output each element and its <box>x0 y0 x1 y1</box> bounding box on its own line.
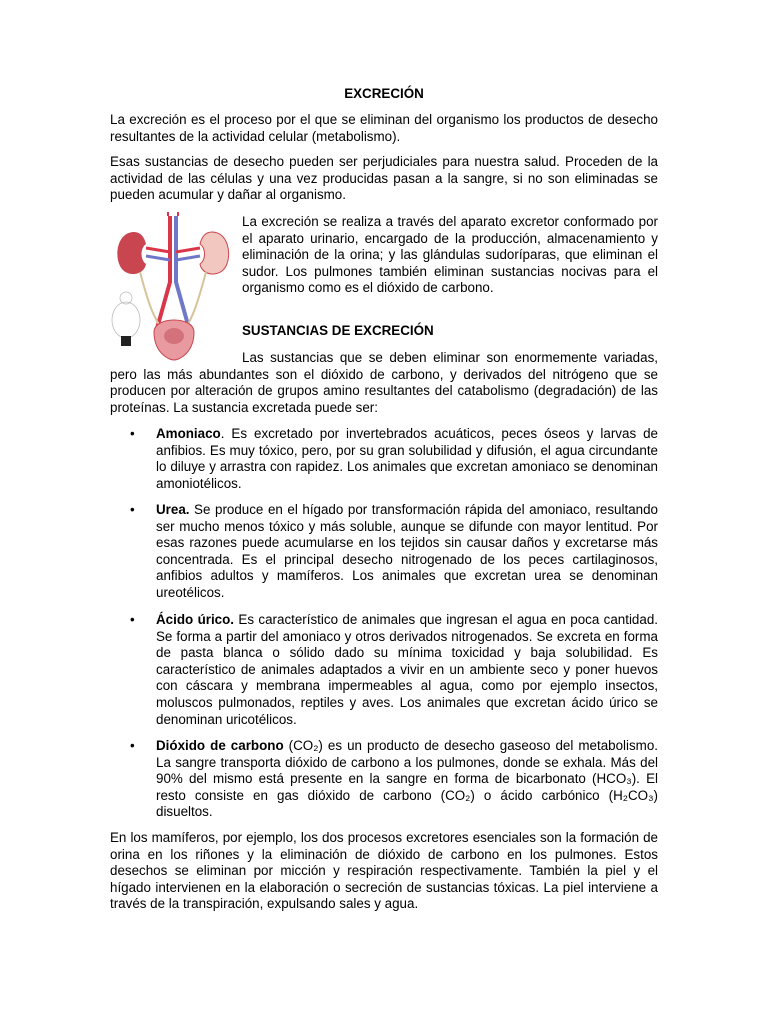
intro-paragraph: La excreción es el proceso por el que se eliminan del organismo los productos de desecho resultantes de la actividad celular (metabolismo). <box>110 112 658 144</box>
excretory-system-paragraph: La excreción se realiza a través del aparato excretor conformado por el aparato urinario, encargado de la producción, almacenamiento y eliminación de la orina; y las glándulas sudoríparas, que eliminan el sudor. Los pulmones también eliminan sustancias nocivas para el organismo como es el dióxido de carbono. <box>242 214 658 296</box>
bullet-icon: • <box>130 612 135 627</box>
term-urea: Urea. <box>156 502 190 517</box>
section-heading: SUSTANCIAS DE EXCRECIÓN <box>242 323 434 338</box>
substances-paragraph: Las sustancias que se deben eliminar son enormemente variadas, pero las más abundantes son el dióxido de carbono, y derivados del nitrógeno que se producen por alteración de grupos amino resultantes del catabolismo (degradación) de las proteínas. La sustancia excretada puede ser: <box>110 350 658 415</box>
term-ammonia: Amoniaco <box>156 426 221 441</box>
bullet-icon: • <box>130 502 135 517</box>
bullet-icon: • <box>130 738 135 753</box>
waste-paragraph: Esas sustancias de desecho pueden ser perjudiciales para nuestra salud. Proceden de la actividad de las células y una vez producidas pasan a la sangre, si no son eliminadas se pueden acumular y dañar al organismo. <box>110 154 658 203</box>
term-uric-acid: Ácido úrico. <box>156 612 235 627</box>
bullet-icon: • <box>130 426 135 441</box>
list-item <box>130 426 658 492</box>
list-item-text: . Es excretado por invertebrados acuáticos, peces óseos y larvas de anfibios. Es muy tóxico, pero, por su gran solubilidad y difusión, el agua circundante lo diluye y arrastra con rapidez. Los animales que excretan amoniaco se denominan amoniotélicos. <box>156 426 658 491</box>
list-item <box>130 612 658 728</box>
page-title: EXCRECIÓN <box>344 86 424 101</box>
term-carbon-dioxide: Dióxido de carbono <box>156 738 284 753</box>
list-item-text: Es característico de animales que ingresan el agua en poca cantidad. Se forma a partir del amoniaco y otros derivados nitrogenados. Se excreta en forma de pasta blanca o sólido dado su mínima toxicidad y baja solubilidad. Es característico de animales adaptados a vivir en un ambiente seco y poner huevos con cáscara y membrana impermeables al agua, como por ejemplo insectos, moluscos pulmonados, reptiles y aves. Los animales que excretan ácido úrico se denominan uricotélicos. <box>156 612 658 727</box>
list-item <box>130 738 658 821</box>
list-item <box>130 502 658 602</box>
list-item-text: Se produce en el hígado por transformación rápida del amoniaco, resultando ser mucho menos tóxico y más soluble, aunque se difunde con mayor lentitud. Por esas razones puede acumularse en los tejidos sin causar daños y excretarse más concentrada. Es el principal desecho nitrogenado de los peces cartilaginosos, anfibios adultos y mamíferos. Los animales que excretan urea se denominan ureotélicos. <box>156 502 658 600</box>
mammals-paragraph: En los mamíferos, por ejemplo, los dos procesos excretores esenciales son la formación de orina en los riñones y la eliminación de dióxido de carbono en los pulmones. Estos desechos se eliminan por micción y respiración respectivamente. También la piel y el hígado intervienen en la elaboración o secreción de sustancias tóxicas. La piel interviene a través de la transpiración, expulsando sales y agua. <box>110 830 658 912</box>
list-item-text: (CO₂) es un producto de desecho gaseoso del metabolismo. La sangre transporta dióxido de carbono a los pulmones, donde se exhala. Más del 90% del mismo está presente en la sangre en forma de bicarbonato (HCO₃). El resto consiste en gas dióxido de carbono (CO₂) o ácido carbónico (H₂CO₃) disueltos. <box>156 738 658 820</box>
